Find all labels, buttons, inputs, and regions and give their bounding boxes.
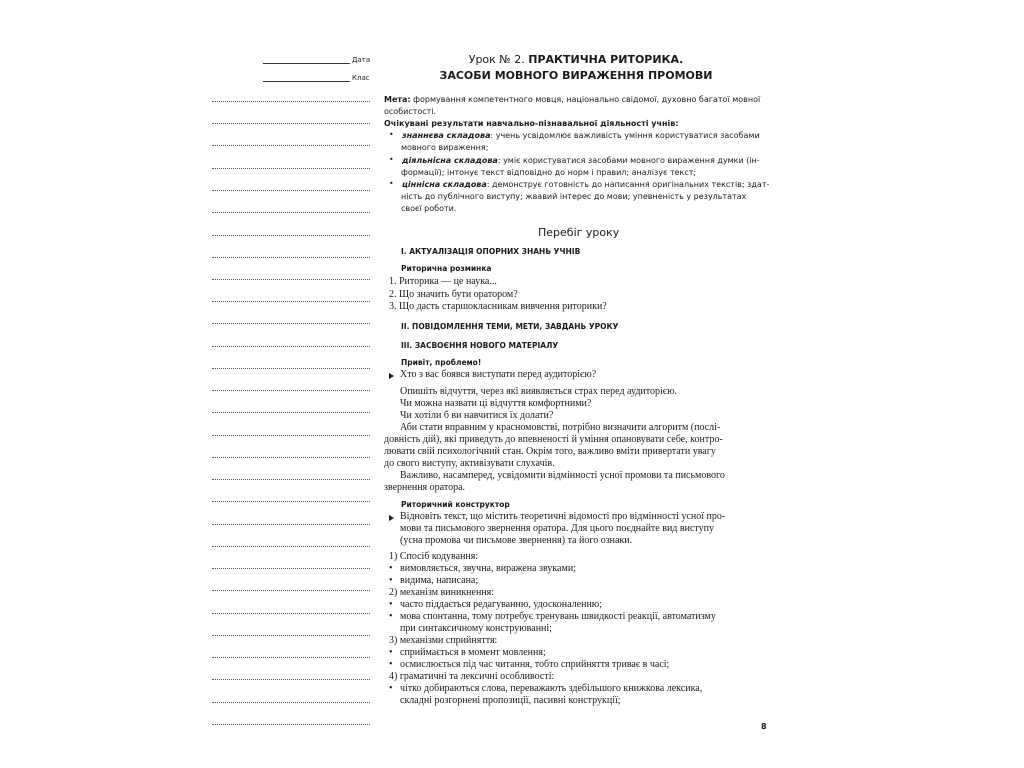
problem-text-1: Опишіть відчуття, через які виявляється страх перед аудиторією. (400, 386, 678, 397)
task-line-3: (усна промова чи письмове звернення) та його ознаки. (400, 535, 633, 546)
question-1: 1. Риторика — це наука... (389, 276, 497, 287)
list-item: часто піддається редагуванню, удосконаленню; (400, 599, 603, 610)
bullet-icon: • (389, 575, 393, 586)
expected-item-2-cont: формації); інтонує текст відповідно до норм і правил; аналізує текст; (401, 168, 697, 177)
bullet-icon: • (389, 611, 393, 622)
para-1-line-2: довність дій), які приведуть до впевненості й уміння опановувати себе, контро- (384, 434, 723, 445)
list-item: 3) механізми сприйняття: (389, 635, 498, 646)
date-label: Дата (352, 56, 371, 64)
lesson-title-line2: ЗАСОБИ МОВНОГО ВИРАЖЕННЯ ПРОМОВИ (439, 69, 713, 82)
goal-line2: особистості. (384, 107, 437, 116)
section-3-subheading: Привіт, проблемо! (401, 358, 482, 367)
expected-item-3-cont: ність до публічного виступу; жвавий інтерес до мови; упевненість у результатах (401, 192, 747, 201)
list-item: сприймається в момент мовлення; (400, 647, 546, 658)
bullet-icon: • (389, 130, 394, 139)
triangle-bullet-icon (389, 373, 394, 379)
bullet-icon: • (389, 659, 393, 670)
goal-line1 (384, 95, 768, 104)
triangle-bullet-icon (389, 515, 394, 521)
class-line (263, 81, 350, 82)
expected-item-3-cont2: своєї роботи. (401, 204, 457, 213)
list-item-cont: при синтаксичному конструюванні; (400, 623, 552, 634)
question-3: 3. Що дасть старшокласникам вивчення риторики? (389, 301, 607, 312)
para-2-line-1: Важливо, насамперед, усвідомити відмінності усної промови та письмового (400, 470, 725, 481)
page-number: 8 (761, 722, 767, 731)
task-line-2: мови та письмового звернення оратора. Для цього поєднайте вид виступу (400, 523, 714, 534)
lesson-title-line1 (383, 53, 769, 66)
bullet-icon: • (389, 179, 394, 188)
list-item: осмислюється під час читання, тобто сприйняття триває в часі; (400, 659, 670, 670)
section-1-subheading: Риторична розминка (401, 264, 492, 273)
para-1-line-3: лювати свій психологічний стан. Окрім того, важливо вміти привертати увагу (384, 446, 716, 457)
expected-item-1-cont: мовного вираження; (401, 143, 489, 152)
course-heading: Перебіг уроку (538, 226, 620, 239)
problem-question: Хто з вас боявся виступати перед аудиторією? (400, 369, 597, 380)
list-item: чітко добираються слова, переважають здебільшого книжкова лексика, (400, 683, 703, 694)
section-2-heading: II. ПОВІДОМЛЕННЯ ТЕМИ, МЕТИ, ЗАВДАНЬ УРОКУ (401, 322, 619, 331)
goal-text: формування компетентного мовця, національно свідомої, духовно багатої мовної (410, 95, 761, 104)
bullet-icon: • (389, 563, 393, 574)
list-item: 4) граматичні та лексичні особливості: (389, 671, 555, 682)
lesson-title-main: ПРАКТИЧНА РИТОРИКА. (528, 53, 684, 66)
list-item: 1) Спосіб кодування: (389, 551, 479, 562)
date-line (263, 63, 350, 64)
task-line-1: Відновіть текст, що містить теоретичні відомості про відмінності усної про- (400, 511, 726, 522)
list-item: вимовляється, звучна, виражена звуками; (400, 563, 576, 574)
bullet-icon: • (389, 647, 393, 658)
expected-item-1: знаннєва складова: учень усвідомлює важливість уміння користуватися засобами (402, 131, 760, 140)
bullet-icon: • (389, 683, 393, 694)
para-2-line-2: звернення оратора. (384, 482, 466, 493)
expected-item-3: ціннісна складова: демонструє готовність до написання оригінальних текстів; здат- (402, 180, 770, 189)
list-item: мова спонтанна, тому потребує тренувань швидкості реакції, автоматизму (400, 611, 716, 622)
list-item: видима, написана; (400, 575, 479, 586)
problem-text-3: Чи хотіли б ви навчитися їх долати? (400, 410, 554, 421)
activity-label: діяльнісна складова (402, 156, 498, 165)
para-1-line-1: Аби стати вправним у красномовстві, потрібно визначити алгоритм (послі- (400, 422, 721, 433)
section-3-heading: III. ЗАСВОЄННЯ НОВОГО МАТЕРІАЛУ (401, 341, 559, 350)
problem-text-2: Чи можна назвати ці відчуття комфортними? (400, 398, 592, 409)
question-2: 2. Що значить бути оратором? (389, 289, 518, 300)
para-1-line-4: до свого виступу, активізувати слухачів. (384, 458, 555, 469)
expected-heading: Очікувані результати навчально-пізнавальної діяльності учнів: (384, 119, 679, 128)
knowledge-label: знаннєва складова (402, 131, 491, 140)
value-label: ціннісна складова (402, 180, 487, 189)
list-item: 2) механізм виникнення: (389, 587, 495, 598)
bullet-icon: • (389, 155, 394, 164)
goal-label: Мета: (384, 95, 411, 104)
list-item-cont: складні розгорнені пропозиції, пасивні конструкції; (400, 695, 621, 706)
class-label: Клас (352, 74, 370, 82)
expected-item-2: діяльнісна складова: уміє користуватися засобами мовного вираження думки (ін- (402, 156, 760, 165)
section-4-subheading: Риторичний конструктор (401, 500, 510, 509)
bullet-icon: • (389, 599, 393, 610)
section-1-heading: I. АКТУАЛІЗАЦІЯ ОПОРНИХ ЗНАНЬ УЧНІВ (401, 247, 581, 256)
lesson-number: Урок № 2. (468, 53, 525, 66)
